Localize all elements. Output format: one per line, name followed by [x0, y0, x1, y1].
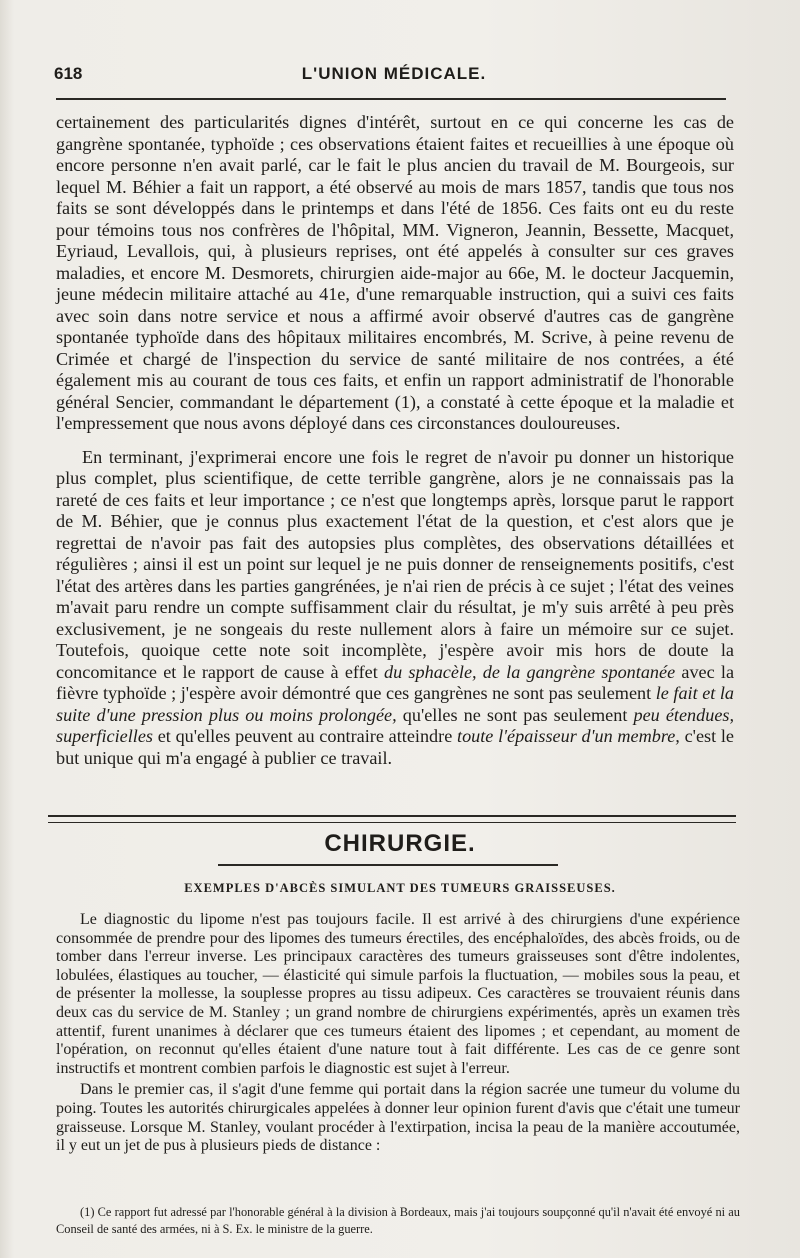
- article-paragraph: Dans le premier cas, il s'agit d'une femme qui portait dans la région sacrée une tumeur du volume du poing. Toutes les autorités chirurgicales appelées à donner leur opinion furent d'avis que c'était une tumeur graisseuse. Lorsque M. Stanley, voulant procéder à l'extirpation, incisa la peau de la manière accoutumée, il y eut un jet de pus à plusieurs pieds de distance :: [56, 1081, 740, 1155]
- section-divider: [48, 815, 736, 823]
- text-run: et qu'elles peuvent au contraire atteindre: [157, 726, 453, 746]
- running-title: L'UNION MÉDICALE.: [301, 64, 487, 83]
- italic-run: le fait et la suite d'une pression plus ou moins prolongée,: [56, 683, 735, 725]
- paragraph-continuation: certainement des particularités dignes d'intérêt, surtout en ce qui concerne les cas de gangrène spontanée, typhoïde ; ces observations étaient faites et recueillies à une époque où encore personne n'en avait parlé, car le fait le plus ancien du travail de M. Bourgeois, sur lequel M. Béhier a fait un rapport, a été observé au mois de mars 1857, tandis que tous nos faits se sont développés dans le printemps et dans l'été de 1856. Ces faits ont eu du reste pour témoins tous nos confrères de l'hôpital, MM. Vigneron, Jeannin, Bessette, Macquet, Eyriaud, Levallois, qui, à plusieurs reprises, ont été appelés à consulter sur ces graves maladies, et encore M. Desmorets, chirurgien aide-major au 66e, M. le docteur Jacquemin, jeune médecin militaire attaché au 41e, d'une remarquable instruction, qui a suivi ces faits avec soin dans notre service et nous a affirmé avoir observé d'autres cas de gangrène spontanée typhoïde dans des hôpitaux militaires encombrés, M. Scrive, à peine revenu de Crimée et chargé de l'inspection du service de santé militaire de nos contrées, a été également mis au courant de tous ces faits, et enfin un rapport administratif de l'honorable général Sencier, commandant le département (1), a constaté à cette époque et la maladie et l'empressement que nous avons déployé dans ces circonstances douloureuses.: [56, 112, 734, 433]
- text-run: En terminant, j'exprimerai encore une fois le regret de n'avoir pu donner un historique plus complet, plus scientifique, de cette terrible gangrène, alors je ne connaissais pas la rareté de ces faits et leur importance ; ce n'est que longtemps après, lorsque parut le rapport de M. Béhier, que je connus plus exactement l'état de la question, et c'est alors que je regrettai de n'avoir pas fait des autopsies plus complètes, des observations détaillées et régulières ; ainsi il est un point sur lequel je ne puis donner de renseignements positifs, c'est l'état des artères dans les parties gangrénées, je n'ai rien de précis à ce sujet ; l'état des veines m'avait paru rendre un compte suffisamment clair du résultat, je m'y suis arrêté à peu près exclusivement, je ne songeais du reste nullement alors à faire un mémoire sur ce sujet. Toutefois, quoique cette note soit incomplète, j'espère avoir mis hors de doute la concomitance et le rapport de cause à effet: [56, 446, 734, 682]
- text-run: avec la fièvre typhoïde ; j'espère avoir démontré que ces gangrènes ne sont pas seulement: [56, 661, 735, 703]
- main-text: [56, 112, 734, 769]
- article-paragraph: Le diagnostic du lipome n'est pas toujours facile. Il est arrivé à des chirurgiens d'une expérience consommée de prendre pour des lipomes des tumeurs érectiles, des encéphaloïdes, des abcès froids, ou de tomber dans l'erreur inverse. Les principaux caractères des tumeurs graisseuses sont d'être indolentes, lobulées, élastiques au toucher, — élasticité qui simule parfois la fluctuation, — mobiles sous la peau, et de présenter la mollesse, la souplesse propres au tissu adipeux. Ces caractères se trouvaient réunis dans deux cas du service de M. Stanley ; un grand nombre de chirurgiens expérimentés, après un examen très attentif, furent unanimes à déclarer que ces tumeurs étaient des lipomes ; et cependant, au moment de l'opération, on reconnut qu'elles étaient d'une nature tout à fait différente. Les cas de ce genre sont instructifs et montrent combien parfois le diagnostic est sujet à l'erreur.: [56, 911, 740, 1077]
- section-title-rule: [218, 864, 558, 866]
- article-text: [56, 911, 740, 1156]
- italic-run: peu étendues, superficielles: [56, 704, 735, 746]
- text-run: c'est le but unique qui m'a engagé à publier ce travail.: [56, 726, 735, 768]
- footnote: (1) Ce rapport fut adressé par l'honorable général à la division à Bordeaux, mais j'ai toujours soupçonné qu'il n'avait été envoyé ni au Conseil de santé des armées, ni à S. Ex. le ministre de la guerre.: [56, 1205, 740, 1236]
- page-number: 618: [54, 64, 83, 83]
- paragraph-conclusion: [56, 447, 734, 770]
- italic-run: toute l'épaisseur d'un membre,: [457, 726, 680, 746]
- italic-run: du sphacèle, de la gangrène spontanée: [384, 661, 676, 682]
- section-title: CHIRURGIE.: [324, 830, 476, 857]
- header-rule: [56, 98, 726, 100]
- text-run: qu'elles ne sont pas seulement: [402, 704, 628, 725]
- article-title: EXEMPLES D'ABCÈS SIMULANT DES TUMEURS GRAISSEUSES.: [184, 881, 616, 895]
- page-header: [54, 64, 734, 90]
